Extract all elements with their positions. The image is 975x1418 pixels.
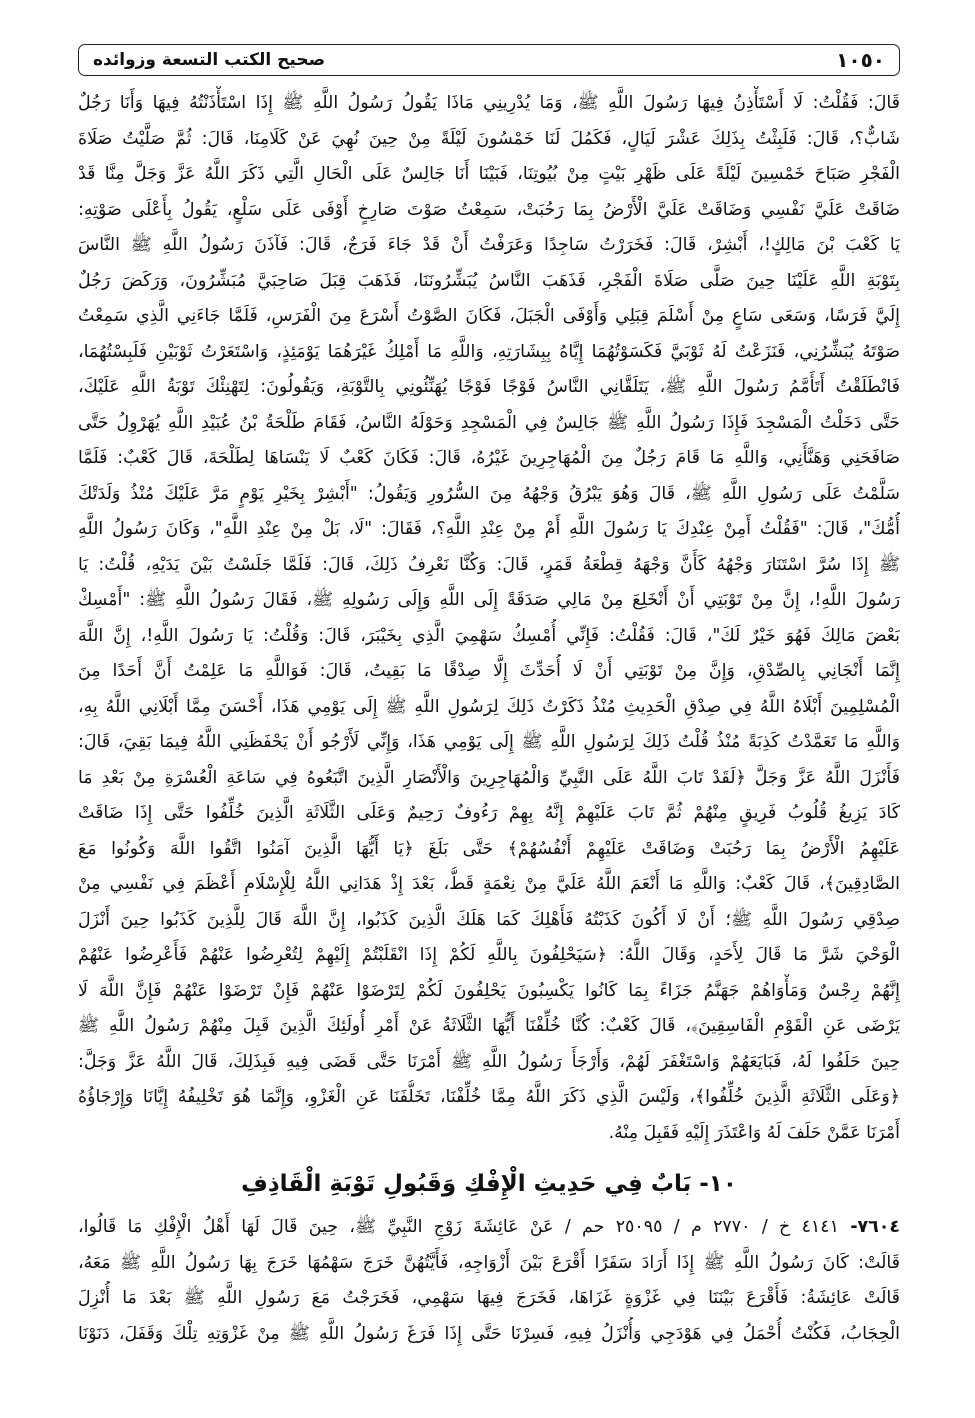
hadith-number: ٧٦٠٤- [850,1217,900,1237]
text-line: إِلَيَّ فَرَسًا، وَسَعَى سَاعٍ مِنْ أَسْلَمَ قِبَلِي وَأَوْفَى الْجَبَلَ، فَكَانَ الصَّوْتُ أَسْرَعَ مِنَ الْفَرَسِ، فَلَمَّا جَاءَنِي الَّذِي سَمِعْتُ [78,306,900,326]
text-line: أَمْرَنَا عَمَّنْ حَلَفَ لَهُ وَاعْتَذَرَ إِلَيْهِ فَقَبِلَ مِنْهُ. [608,1122,900,1143]
text-line [78,1210,900,1246]
page-header [78,44,900,76]
text-line: صَوْتَهُ يُبَشِّرُنِي، فَنَزَعْتُ لَهُ ثَوْبَيَّ فَكَسَوْتُهُمَا إِيَّاهُ بِبِشَارَتِهِ، وَاللَّهِ مَا أَمْلِكُ غَيْرَهُمَا يَوْمَئِذٍ، وَاسْتَعَرْتُ ثَوْبَيْنِ فَلَبِسْتُهُمَا، [78,341,900,362]
text-line: سَلَّمْتُ عَلَى رَسُولِ اللَّهِ ﷺ، قَالَ وَهُوَ يَبْرُقُ وَجْهُهُ مِنَ السُّرُورِ وَيَقُولُ: "أَبْشِرْ بِخَيْرِ يَوْمٍ مَرَّ عَلَيْكَ مُنْذُ وَلَدَتْكَ [78,483,900,504]
section-heading: ١٠- بَابٌ فِي حَدِيثِ الْإِفْكِ وَقَبُولِ تَوْبَةِ الْقَاذِفِ [241,1171,737,1197]
text-line: حَتَّى دَخَلْتُ الْمَسْجِدَ فَإِذَا رَسُولُ اللَّهِ ﷺ جَالِسٌ فِي الْمَسْجِدِ وَحَوْلَهُ النَّاسُ، فَقَامَ طَلْحَةُ بْنُ عُبَيْدِ اللَّهِ يُهَرْوِلُ حَتَّى [78,412,900,433]
text-line: وَاللَّهِ مَا تَعَمَّدْتُ كَذِبَةً مُنْذُ قُلْتُ ذَلِكَ لِرَسُولِ اللَّهِ ﷺ إِلَى يَوْمِي هَذَا، وَإِنِّي لَأَرْجُو أَنْ يَحْفَظَنِي اللَّهُ فِيمَا بَقِيَ، قَالَ: [78,732,900,752]
main-text [78,86,900,1151]
text-line: الصَّادِقِينَ﴾، قَالَ كَعْبٌ: وَاللَّهِ مَا أَنْعَمَ اللَّهُ عَلَيَّ مِنْ نِعْمَةٍ قَطُّ، بَعْدَ إِذْ هَدَانِي اللَّهُ لِلْإِسْلَامِ أَعْظَمَ فِي نَفْسِي مِنْ [78,874,900,894]
text-line: رَسُولَ اللَّهِ!، إِنَّ مِنْ تَوْبَتِي أَنْ أَنْخَلِعَ مِنْ مَالِي صَدَقَةً إِلَى اللَّهِ وَإِلَى رَسُولِهِ ﷺ، فَقَالَ رَسُولُ اللَّهِ ﷺ: "أَمْسِكْ [78,590,900,610]
text-line: شَابٌّ؟، قَالَ: فَلَبِثْتُ بِذَلِكَ عَشْرَ لَيَالٍ، فَكَمُلَ لَنَا خَمْسُونَ لَيْلَةً مِنْ حِينَ نُهِيَ عَنْ كَلَامِنَا، قَالَ: ثُمَّ صَلَّيْتُ صَلَاةَ [78,128,900,149]
text-line: ﴿وَعَلَى الثَّلَاثَةِ الَّذِينَ خُلِّفُوا﴾، وَلَيْسَ الَّذِي ذَكَرَ اللَّهُ مِمَّا خُلِّفْنَا، تَخَلُّفَنَا عَنِ الْغَزْوِ، وَإِنَّمَا هُوَ تَخْلِيفُهُ إِيَّانَا وَإِرْجَاؤُهُ [78,1087,900,1107]
running-title: صحيح الكتب التسعة وزوائده [93,50,325,70]
text-line: ﷺ إِذَا سُرَّ اسْتَنَارَ وَجْهُهُ كَأَنَّ وَجْهَهُ قِطْعَةُ قَمَرٍ، قَالَ: وَكُنَّا نَعْرِفُ ذَلِكَ، قَالَ: فَلَمَّا جَلَسْتُ بَيْنَ يَدَيْهِ، قُلْتُ: يَا [78,554,900,575]
text-line: أُمُّكَ"، قَالَ: "فَقُلْتُ أَمِنْ عِنْدِكَ يَا رَسُولَ اللَّهِ أَمْ مِنْ عِنْدِ اللَّهِ؟، فَقَالَ: "لَا، بَلْ مِنْ عِنْدِ اللَّهِ"، وَكَانَ رَسُولُ اللَّهِ [78,519,900,539]
text-line: صَافَحَنِي وَهَنَّأَنِي، وَاللَّهِ مَا قَامَ رَجُلٌ مِنَ الْمُهَاجِرِينَ غَيْرُهُ، قَالَ: فَكَانَ كَعْبٌ لَا يَنْسَاهَا لِطَلْحَةَ، قَالَ كَعْبٌ: فَلَمَّا [78,448,900,468]
text-line: بِتَوْبَةِ اللَّهِ عَلَيْنَا حِينَ صَلَّى صَلَاةَ الْفَجْرِ، فَذَهَبَ النَّاسُ يُبَشِّرُونَنَا، فَذَهَبَ قِبَلَ صَاحِبَيَّ مُبَشِّرُونَ، وَرَكَضَ رَجُلٌ [78,270,900,291]
text-line: فَانْطَلَقْتُ أَتَأَمَّمُ رَسُولَ اللَّهِ ﷺ، يَتَلَقَّانِي النَّاسُ فَوْجًا فَوْجًا يُهَنِّئُونِي بِالتَّوْبَةِ، وَيَقُولُونَ: لِتَهْنِئْكَ تَوْبَةُ اللَّهِ عَلَيْكَ، [78,377,900,397]
text-line: الْفَجْرِ صَبَاحَ خَمْسِينَ لَيْلَةً عَلَى ظَهْرِ بَيْتٍ مِنْ بُيُوتِنَا، فَبَيْنَا أَنَا جَالِسٌ عَلَى الْحَالِ الَّتِي ذَكَرَ اللَّهُ عَزَّ وَجَلَّ مِنَّا قَدْ [78,164,900,184]
text-line: إِنَّهُمْ رِجْسٌ وَمَأْوَاهُمْ جَهَنَّمُ جَزَاءً بِمَا كَانُوا يَكْسِبُونَ يَحْلِفُونَ لَكُمْ لِتَرْضَوْا عَنْهُمْ فَإِنْ تَرْضَوْا عَنْهُمْ فَإِنَّ اللَّهَ لَا [78,980,900,1001]
text-line: ضَاقَتْ عَلَيَّ نَفْسِي وَضَاقَتْ عَلَيَّ الْأَرْضُ بِمَا رَحُبَتْ، سَمِعْتُ صَوْتَ صَارِخٍ أَوْفَى عَلَى سَلْعٍ، يَقُولُ بِأَعْلَى صَوْتِهِ: [78,199,900,220]
text-line: الْمُسْلِمِينَ أَبْلَاهُ اللَّهُ فِي صِدْقِ الْحَدِيثِ مُنْذُ ذَكَرْتُ ذَلِكَ لِرَسُولِ اللَّهِ ﷺ إِلَى يَوْمِي هَذَا، أَحْسَنَ مِمَّا أَبْلَانِي اللَّهُ بِهِ، [78,696,900,717]
text-line: يَرْضَى عَنِ الْقَوْمِ الْفَاسِقِينَ﴾، قَالَ كَعْبٌ: كُنَّا خُلِّفْنَا أَيُّهَا الثَّلَاثَةُ عَنْ أَمْرِ أُولَئِكَ الَّذِينَ قَبِلَ مِنْهُمْ رَسُولُ اللَّهِ ﷺ [78,1016,900,1036]
text-line: قَالَ: فَقُلْتُ: لَا أَسْتَأْذِنُ فِيهَا رَسُولَ اللَّهِ ﷺ، وَمَا يُدْرِينِي مَاذَا يَقُولُ رَسُولُ اللَّهِ ﷺ إِذَا اسْتَأْذَنْتُهُ فِيهَا وَأَنَا رَجُلٌ [78,93,900,113]
text-line: صِدْقِي رَسُولَ اللَّهِ ﷺ؛ أَنْ لَا أَكُونَ كَذَبْتُهُ فَأَهْلِكَ كَمَا هَلَكَ الَّذِينَ كَذَبُوا، إِنَّ اللَّهَ قَالَ لِلَّذِينَ كَذَبُوا حِينَ أَنْزَلَ [78,909,900,930]
text-line: عَلَيْهِمُ الْأَرْضُ بِمَا رَحُبَتْ وَضَاقَتْ عَلَيْهِمْ أَنْفُسُهُمْ﴾ حَتَّى بَلَغَ ﴿يَا أَيُّهَا الَّذِينَ آمَنُوا اتَّقُوا اللَّهَ وَكُونُوا مَعَ [78,838,900,859]
text-line: حِينَ حَلَفُوا لَهُ، فَبَايَعَهُمْ وَاسْتَغْفَرَ لَهُمْ، وَأَرْجَأَ رَسُولُ اللَّهِ ﷺ أَمْرَنَا حَتَّى قَضَى فِيهِ فَبِذَلِكَ، قَالَ اللَّهُ عَزَّ وَجَلَّ: [78,1051,900,1072]
text-line: قَالَتْ: كَانَ رَسُولُ اللَّهِ ﷺ إِذَا أَرَادَ سَفَرًا أَقْرَعَ بَيْنَ أَزْوَاجِهِ، فَأَيَّتُهُنَّ خَرَجَ سَهْمُهَا خَرَجَ بِهَا رَسُولُ اللَّهِ ﷺ مَعَهُ، [78,1252,900,1273]
text-line: فَأَنْزَلَ اللَّهُ عَزَّ وَجَلَّ ﴿لَقَدْ تَابَ اللَّهُ عَلَى النَّبِيِّ وَالْمُهَاجِرِينَ وَالْأَنْصَارِ الَّذِينَ اتَّبَعُوهُ فِي سَاعَةِ الْعُسْرَةِ مِنْ بَعْدِ مَا [78,767,900,788]
text-line: إِنَّمَا أَنْجَانِي بِالصِّدْقِ، وَإِنَّ مِنْ تَوْبَتِي أَنْ لَا أُحَدِّثَ إِلَّا صِدْقًا مَا بَقِيتُ، قَالَ: فَوَاللَّهِ مَا عَلِمْتُ أَنَّ أَحَدًا مِنَ [78,661,900,681]
text-line: قَالَتْ عَائِشَةُ: فَأَقْرَعَ بَيْنَنَا فِي غَزْوَةٍ غَزَاهَا، فَخَرَجَ فِيهَا سَهْمِي، فَخَرَجْتُ مَعَ رَسُولِ اللَّهِ ﷺ بَعْدَ مَا أُنْزِلَ [78,1288,900,1308]
text-line: الْوَحْيَ شَرَّ مَا قَالَ لِأَحَدٍ، وَقَالَ اللَّهُ: ﴿سَيَحْلِفُونَ بِاللَّهِ لَكُمْ إِذَا انْقَلَبْتُمْ إِلَيْهِمْ لِتُعْرِضُوا عَنْهُمْ فَأَعْرِضُوا عَنْهُمْ [78,945,900,965]
text-line: يَا كَعْبَ بْنَ مَالِكٍ!، أَبْشِرْ، قَالَ: فَخَرَرْتُ سَاجِدًا وَعَرَفْتُ أَنْ قَدْ جَاءَ فَرَجٌ، قَالَ: فَآذَنَ رَسُولُ اللَّهِ ﷺ النَّاسَ [78,235,900,255]
hadith-text [78,1210,900,1352]
text-line: بَعْضَ مَالِكَ فَهُوَ خَيْرٌ لَكَ"، قَالَ: فَقُلْتُ: فَإِنِّي أُمْسِكُ سَهْمِيَ الَّذِي بِخَيْبَرَ، قَالَ: وَقُلْتُ: يَا رَسُولَ اللَّهِ!، إِنَّ اللَّهَ [78,625,900,646]
page-number: ١٠٥٠ [836,48,885,72]
hadith-line-text: ٤١٤١ خ / ٢٧٧٠ م / ٢٥٠٩٥ حم / عَنْ عَائِشَةَ زَوْجِ النَّبِيِّ ﷺ، حِينَ قَالَ لَهَا أَهْلُ الْإِفْكِ مَا قَالُوا، [78,1217,839,1237]
text-line: كَادَ يَزِيغُ قُلُوبُ فَرِيقٍ مِنْهُمْ ثُمَّ تَابَ عَلَيْهِمْ إِنَّهُ بِهِمْ رَءُوفٌ رَحِيمٌ وَعَلَى الثَّلَاثَةِ الَّذِينَ خُلِّفُوا حَتَّى إِذَا ضَاقَتْ [78,803,900,823]
text-line: الْحِجَابُ، فَكُنْتُ أُحْمَلُ فِي هَوْدَجِي وَأُنْزَلُ فِيهِ، فَسِرْنَا حَتَّى إِذَا فَرَغَ رَسُولُ اللَّهِ ﷺ مِنْ غَزْوَتِهِ تِلْكَ وَقَفَلَ، دَنَوْنَا [78,1323,900,1344]
